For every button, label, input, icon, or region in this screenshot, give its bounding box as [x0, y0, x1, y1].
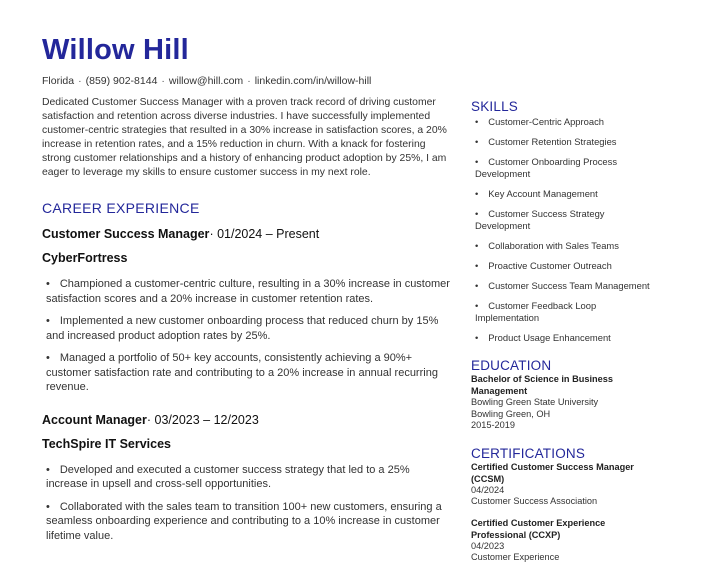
certifications-heading: CERTIFICATIONS: [471, 445, 586, 461]
job-bullets: [42, 463, 450, 544]
certification-date: 04/2024: [471, 484, 505, 495]
education-years: 2015-2019: [471, 420, 515, 430]
job-role: Customer Success Manager: [42, 227, 210, 241]
contact-email: willow@hill.com: [168, 75, 244, 87]
certification-date: 04/2023: [471, 540, 505, 551]
skills-list: [471, 116, 661, 344]
contact-line: Florida · (859) 902-8144 · willow@hill.com · linkedin.com/in/willow-hill: [42, 75, 372, 87]
contact-linkedin: linkedin.com/in/willow-hill: [254, 75, 372, 87]
job-bullet: • Developed and executed a customer success strategy that led to a 25% increase in upsell and cross-sell opportunities.: [46, 463, 410, 490]
skill-item: • Customer Feedback Loop Implementation: [475, 300, 597, 323]
experience-heading: CAREER EXPERIENCE: [42, 200, 200, 216]
certifications-section: [471, 446, 661, 564]
skill-item: • Customer Onboarding Process Development: [475, 156, 618, 179]
certification-entry: [471, 461, 661, 508]
job-bullet: • Managed a portfolio of 50+ key accounts, consistently achieving a 90%+ customer satisfaction rate and contributing to a 20% increase in annual recurring revenue.: [46, 352, 438, 393]
skill-item: • Customer Success Strategy Development: [475, 208, 605, 231]
contact-phone: (859) 902-8144: [85, 75, 158, 87]
job-title: [42, 413, 450, 427]
skills-heading: SKILLS: [471, 99, 518, 114]
education-school: Bowling Green State University: [471, 397, 599, 407]
side-column: [471, 99, 661, 564]
certification-entry: [471, 517, 661, 564]
job-dates: · 03/2023 – 12/2023: [146, 412, 259, 427]
education-heading: EDUCATION: [471, 358, 552, 373]
certification-name: Certified Customer Success Manager (CCSM): [471, 461, 634, 484]
job-bullet: • Championed a customer-centric culture, resulting in a 30% increase in customer satisfaction scores and a 20% increase in customer retention rates.: [46, 278, 450, 305]
skill-item: • Proactive Customer Outreach: [475, 260, 612, 271]
certification-name: Certified Customer Experience Professional (CCXP): [471, 517, 606, 540]
job-dates: · 01/2024 – Present: [209, 227, 320, 241]
summary-text: Dedicated Customer Success Manager with a proven track record of driving customer satisfaction and retention across diverse industries. I have successfully implemented customer-centric strategies that resulted in a 30% increase in satisfaction scores, a 20% increase in retention rates, and a 15% reduction in churn. With a knack for fostering strong customer relationships and a history of enhancing product adoption by 25%, I am eager to leverage my skills to ensure customer success in my next role.: [42, 97, 447, 178]
job-entry: [42, 227, 450, 395]
skill-item: • Customer Retention Strategies: [475, 136, 617, 147]
skill-item: • Key Account Management: [475, 188, 598, 199]
job-bullet: • Implemented a new customer onboarding process that reduced churn by 15% and increased product adoption rates by 25%.: [46, 315, 439, 342]
skill-item: • Collaboration with Sales Teams: [475, 240, 619, 251]
skill-item: • Product Usage Enhancement: [475, 332, 611, 343]
job-company: CyberFortress: [42, 251, 128, 265]
job-entry: [42, 413, 450, 544]
contact-location: Florida: [42, 75, 75, 87]
skill-item: • Customer Success Team Management: [475, 280, 650, 291]
job-title: [42, 227, 450, 241]
job-bullet: • Collaborated with the sales team to transition 100+ new customers, ensuring a seamless onboarding experience and contributing to a 10% increase in customer lifetime value.: [46, 500, 442, 542]
main-column: [42, 96, 450, 551]
certification-issuer: Customer Success Association: [471, 496, 598, 506]
education-location: Bowling Green, OH: [471, 408, 551, 419]
job-company: TechSpire IT Services: [42, 436, 171, 451]
education-section: [471, 358, 661, 432]
certification-issuer: Customer Experience: [471, 552, 560, 562]
skill-item: • Customer-Centric Approach: [475, 116, 604, 127]
education-degree: Bachelor of Science in Business Management: [471, 374, 613, 396]
job-role: Account Manager: [42, 412, 147, 427]
job-bullets: [42, 277, 450, 395]
resume-name: Willow Hill: [42, 34, 189, 66]
